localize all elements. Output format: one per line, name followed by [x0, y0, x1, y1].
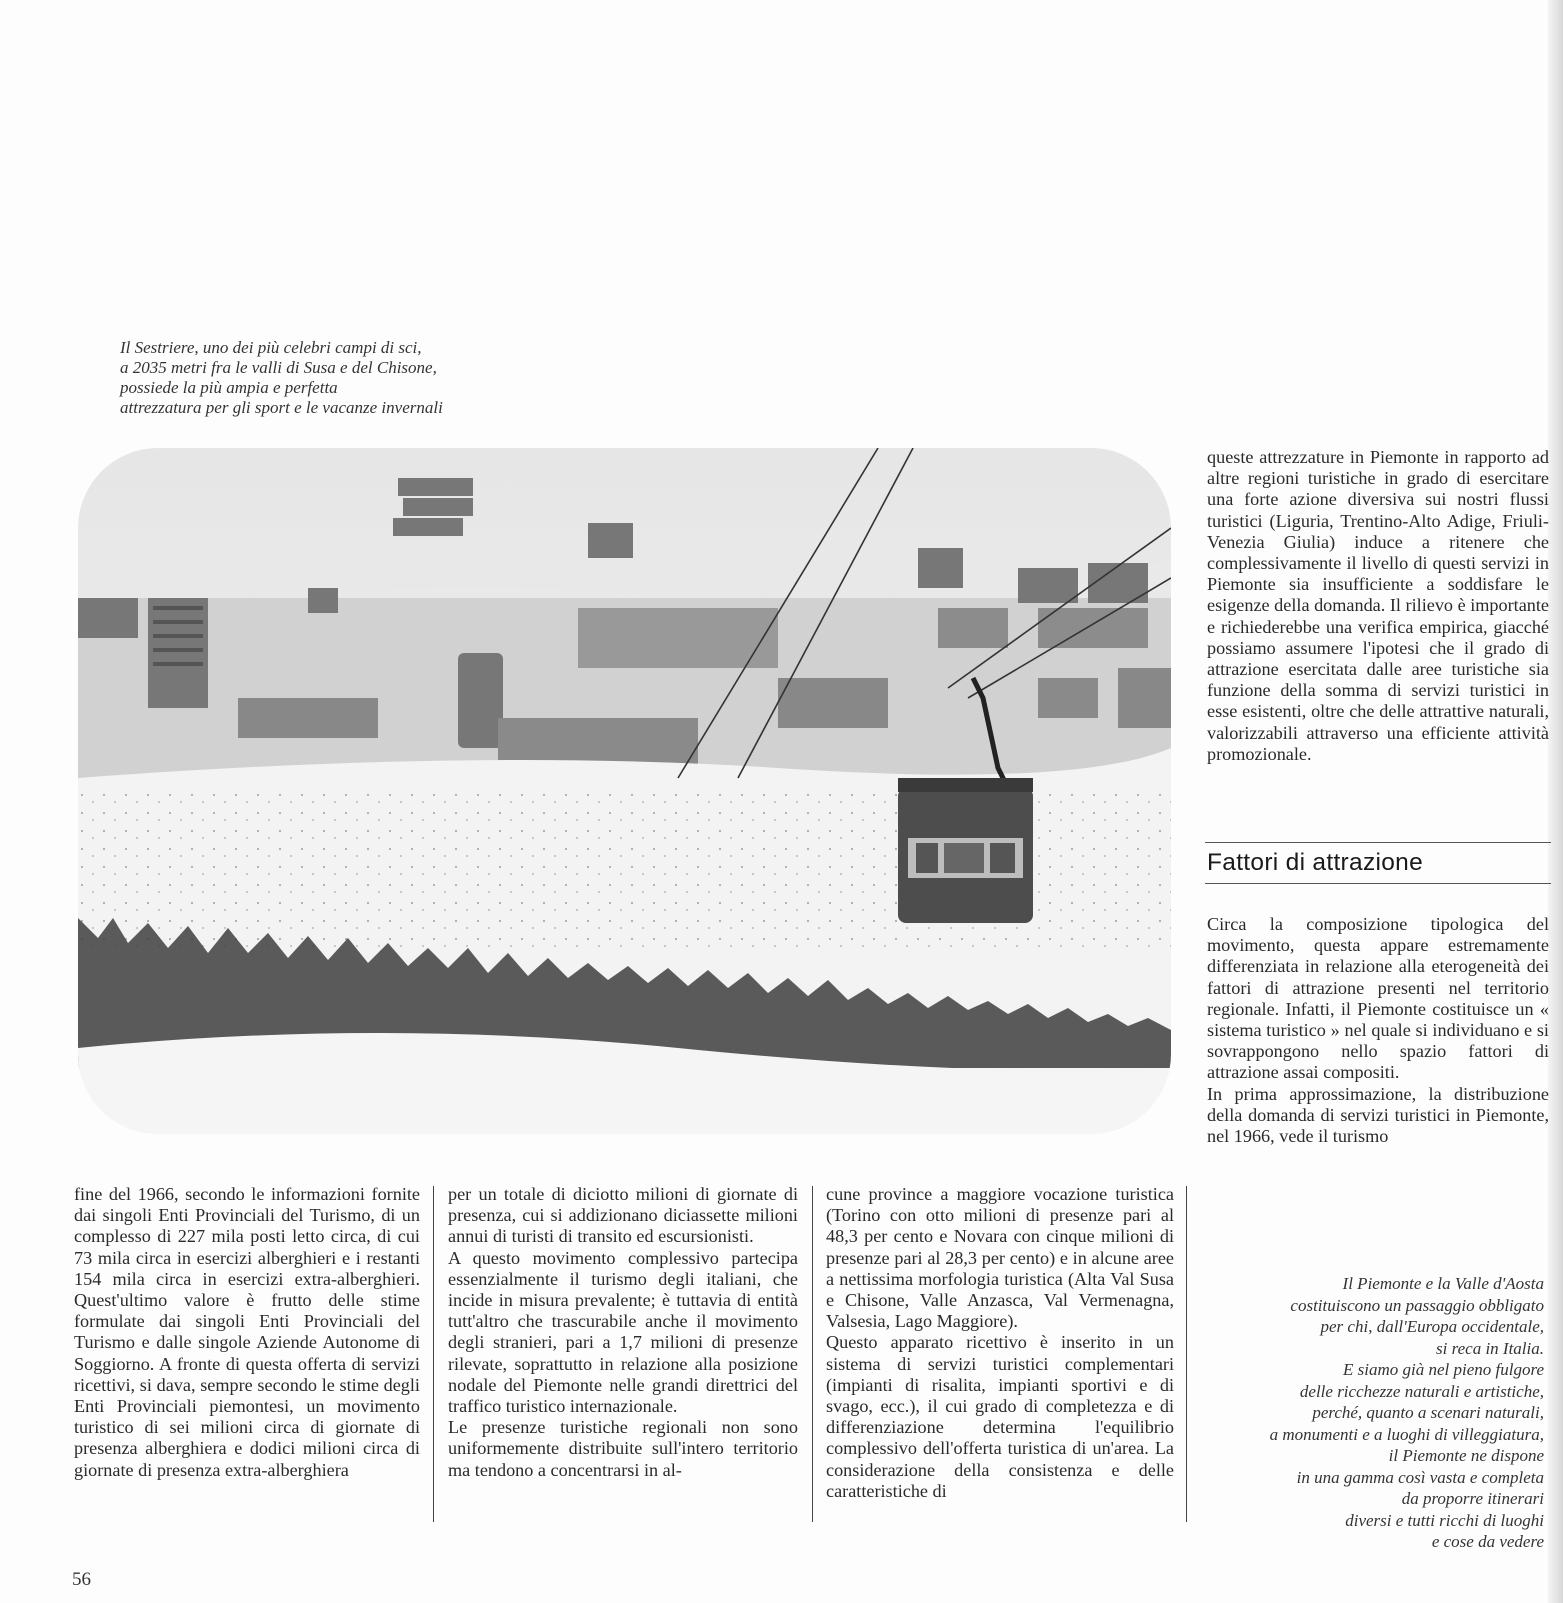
paragraph: Questo apparato ricettivo è inserito in un sistema di servizi turistici complementari (impianti di risalita, impianti sportivi e di svago, ecc.), il cui grado di completezza e di differenziazione determina l'equilibrio complessivo dell'offerta turistica di un'area. La considerazione della consistenza e delle caratteristiche di — [826, 1332, 1174, 1501]
caption-line: possiede la più ampia e perfetta — [120, 378, 338, 397]
caption-line: si reca in Italia. — [1436, 1338, 1544, 1358]
page-edge-shadow — [1548, 0, 1563, 1603]
text-column-3 — [826, 1184, 1174, 1502]
paragraph: fine del 1966, secondo le informazioni fornite dai singoli Enti Provinciali del Turismo, di un complesso di 227 mila posti letto circa, di cui 73 mila circa in esercizi alberghieri e i restanti 154 mila circa in esercizi extra-alberghieri. Quest'ultimo valore è frutto delle stime formulate dai singoli Enti Provinciali del Turismo e dalle singole Aziende Autonome di Soggiorno. A fronte di questa offerta di servizi ricettivi, si dava, sempre secondo le stime degli Enti Provinciali piemontesi, un movimento turistico di sei milioni circa di giornate di presenza alberghiera e dodici milioni circa di giornate di presenza extra-alberghiera — [74, 1184, 420, 1480]
section-heading — [1205, 842, 1551, 884]
photo-caption — [120, 338, 540, 418]
caption-line: costituiscono un passaggio obbligato — [1290, 1295, 1544, 1315]
caption-line: da proporre itinerari — [1401, 1489, 1544, 1508]
caption-line: attrezzatura per gli sport e le vacanze invernali — [120, 398, 443, 417]
paragraph: per un totale di diciotto milioni di giornate di presenza, cui si addizionano diciassette milioni annui di turisti di transito ed escursionisti. — [448, 1184, 798, 1247]
text-column-2 — [448, 1184, 798, 1481]
paragraph: In prima approssimazione, la distribuzione della domanda di servizi turistici in Piemonte, nel 1966, vede il turismo — [1207, 1083, 1549, 1147]
side-caption — [1190, 1273, 1544, 1553]
column-divider — [812, 1186, 813, 1522]
caption-line: diversi e tutti ricchi di luoghi — [1345, 1510, 1544, 1530]
caption-line: per chi, dall'Europa occidentale, — [1320, 1317, 1544, 1336]
text-column-right — [1207, 447, 1549, 765]
caption-line: a monumenti e a luoghi di villeggiatura, — [1269, 1424, 1544, 1444]
caption-line: Il Sestriere, uno dei più celebri campi di sci, — [120, 338, 422, 357]
paragraph: queste attrezzature in Piemonte in rapporto ad altre regioni turistiche in grado di esercitare una forte azione diversiva sui nostri flussi turistici (Liguria, Trentino-Alto Adige, Friuli-Venezia Giulia) induce a ritenere che complessivamente il livello di questi servizi in Piemonte sia insufficiente a soddisfare le esigenze della domanda. Il rilievo è importante e richiederebbe una verifica empirica, giacché possiamo assumere l'ipotesi che il grado di attrazione esercitata dalle aree turistiche sia funzione della somma di servizi turistici in esse esistenti, oltre che delle attrattive naturali, valorizzabili attraverso una efficiente attività promozionale. — [1207, 447, 1549, 764]
paragraph: Le presenze turistiche regionali non sono uniformemente distribuite sull'intero territorio ma tendono a concentrarsi in al- — [448, 1417, 798, 1480]
column-divider — [1186, 1186, 1187, 1522]
caption-line: a 2035 metri fra le valli di Susa e del Chisone, — [120, 358, 437, 377]
section-title: Fattori di attrazione — [1207, 849, 1424, 876]
column-divider — [433, 1186, 434, 1522]
paragraph: A questo movimento complessivo partecipa essenzialmente il turismo degli italiani, che incide in misura prevalente; è tuttavia di entità tutt'altro che trascurabile anche il movimento degli stranieri, pari a 1,7 milioni di presenze rilevate, soprattutto in relazione alla posizione nodale del Piemonte nelle grandi direttrici del traffico turistico internazionale. — [448, 1247, 798, 1417]
caption-line: e cose da vedere — [1431, 1532, 1544, 1551]
paragraph: cune province a maggiore vocazione turistica (Torino con otto milioni di presenze pari al 48,3 per cento e Novara con cinque milioni di presenze pari al 28,3 per cento) e in alcune aree a nettissima morfologia turistica (Alta Val Susa e Chisone, Valle Anzasca, Val Vermenagna, Valsesia, Lago Maggiore). — [826, 1184, 1174, 1332]
caption-line: Il Piemonte e la Valle d'Aosta — [1342, 1274, 1544, 1293]
caption-line: in una gamma così vasta e completa — [1296, 1467, 1544, 1487]
page-number: 56 — [72, 1569, 91, 1590]
caption-line: E siamo già nel pieno fulgore — [1343, 1360, 1544, 1379]
text-column-1 — [74, 1184, 420, 1481]
text-column-right-2 — [1207, 914, 1549, 1147]
paragraph: Circa la composizione tipologica del movimento, questa appare estremamente differenziata in relazione alla eterogeneità dei fattori di attrazione presenti nel territorio regionale. Infatti, il Piemonte costituisce un « sistema turistico » nel quale si individuano e si sovrappongono nello spazio fattori di attrazione assai compositi. — [1207, 914, 1549, 1083]
caption-line: delle ricchezze naturali e artistiche, — [1299, 1381, 1544, 1401]
caption-line: il Piemonte ne dispone — [1388, 1446, 1544, 1465]
sestriere-photo — [78, 448, 1171, 1134]
caption-line: perché, quanto a scenari naturali, — [1312, 1403, 1544, 1422]
